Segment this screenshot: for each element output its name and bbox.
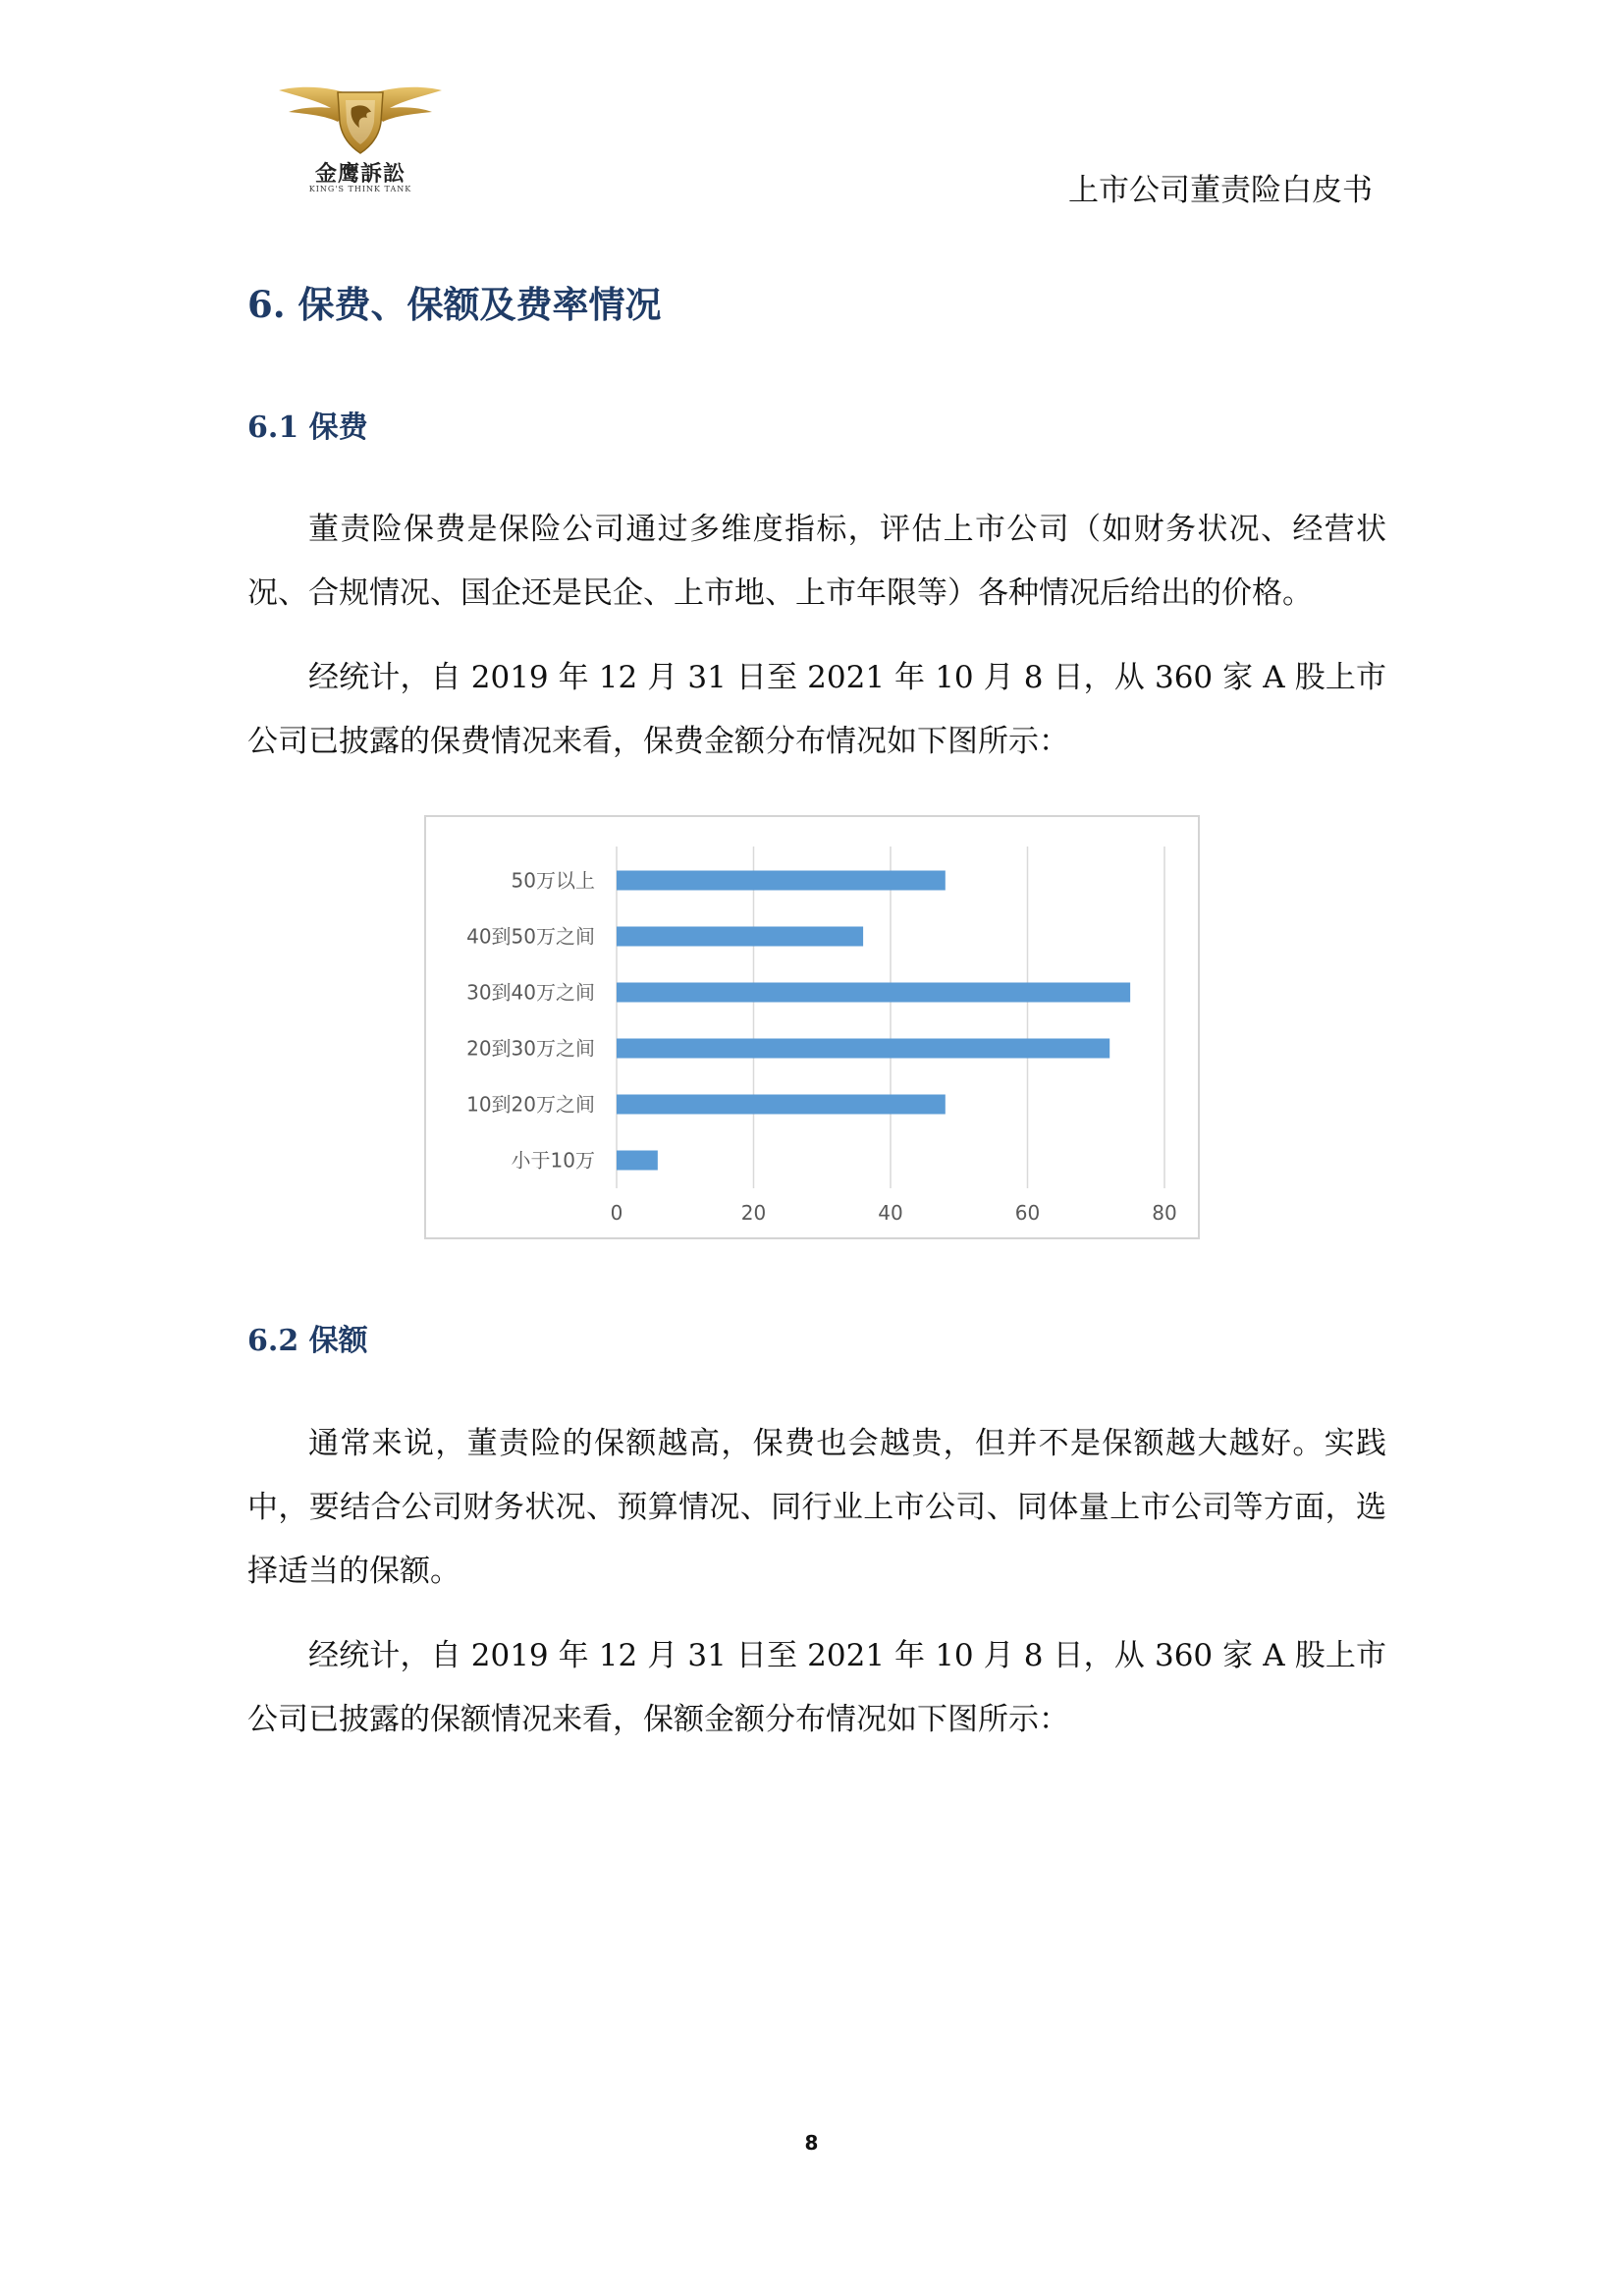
x-tick-label: 60 — [1014, 1201, 1041, 1225]
x-tick-label: 40 — [878, 1201, 903, 1225]
x-tick-label: 80 — [1152, 1201, 1177, 1225]
subsection-heading-premium: 6.1 保费 — [247, 410, 368, 445]
bar-2 — [617, 983, 1130, 1003]
x-tick-label: 20 — [740, 1201, 767, 1225]
category-label: 30到40万之间 — [466, 980, 595, 1005]
bar-0 — [617, 871, 946, 891]
subsection-heading-coverage: 6.2 保额 — [247, 1324, 368, 1358]
bar-4 — [617, 1095, 946, 1115]
category-label: 小于10万 — [511, 1148, 595, 1173]
category-label: 20到30万之间 — [466, 1036, 595, 1061]
category-label: 40到50万之间 — [466, 924, 595, 949]
paragraph-coverage-definition: 通常来说，董责险的保额越高，保费也会越贵，但并不是保额越大越好。实践中，要结合公司财务状况、预算情况、同行业上市公司、同体量上市公司等方面，选择适当的保额。 — [247, 1426, 1386, 1589]
bar-chart-svg — [426, 817, 1198, 1237]
category-label: 10到20万之间 — [466, 1092, 595, 1117]
logo-name-en: KING'S THINK TANK — [308, 185, 412, 193]
premium-distribution-chart — [424, 815, 1200, 1239]
bar-5 — [617, 1151, 658, 1171]
document-title: 上市公司董责险白皮书 — [1068, 173, 1373, 208]
section-heading: 6. 保费、保额及费率情况 — [247, 283, 662, 326]
bar-1 — [617, 927, 863, 947]
bar-3 — [617, 1039, 1109, 1059]
paragraph-premium-statistics: 经统计，自 2019 年 12 月 31 日至 2021 年 10 月 8 日，从 360 家 A 股上市公司已披露的保费情况来看，保费金额分布情况如下图所示： — [247, 660, 1386, 759]
category-label: 50万以上 — [511, 868, 595, 893]
paragraph-coverage-statistics: 经统计，自 2019 年 12 月 31 日至 2021 年 10 月 8 日，从 360 家 A 股上市公司已披露的保额情况来看，保额金额分布情况如下图所示： — [247, 1638, 1386, 1737]
x-tick-label: 0 — [610, 1201, 623, 1225]
paragraph-premium-definition: 董责险保费是保险公司通过多维度指标，评估上市公司（如财务状况、经营状况、合规情况、国企还是民企、上市地、上市年限等）各种情况后给出的价格。 — [247, 512, 1386, 611]
company-logo — [277, 79, 444, 201]
page-number: 8 — [804, 2131, 819, 2155]
eagle-shield-logo-icon — [277, 79, 444, 157]
logo-name-cn: 金鹰訴訟 — [314, 161, 406, 187]
